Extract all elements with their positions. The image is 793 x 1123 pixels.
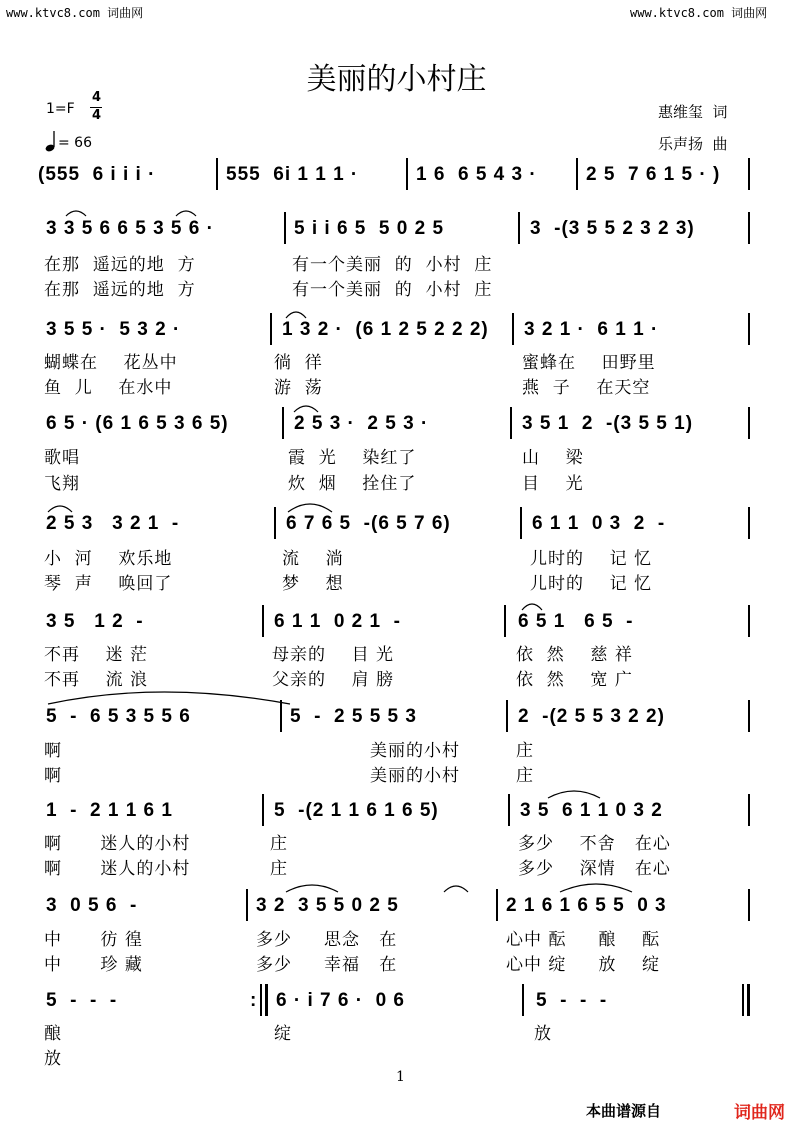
lyric-s9-v2-m3: 心中 绽 放 绽 [506,955,661,975]
site-watermark-right: www.ktvc8.com 词曲网 [630,6,768,20]
notes-s2-m2: 5 i i 6 5 5 0 2 5 [294,218,445,239]
lyric-s10-v1-m2: 绽 [274,1024,292,1044]
lyric-s7-v2-m2: 美丽的小村 [370,766,460,786]
lyric-s5-v2-m1: 琴 声 唤回了 [44,574,173,594]
notes-s1-m4: 2 5 7 6 1 5 · ) [586,164,721,185]
lyric-s5-v1-m3: 儿时的 记 忆 [530,549,653,569]
lyric-s6-v1-m2: 母亲的 目 光 [272,645,395,665]
lyric-s7-v1-m3: 庄 [516,741,534,761]
notes-s5-m2: 6 7 6 5 -(6 5 7 6) [286,513,451,534]
notes-s3-m2: 1 3 2 · (6 1 2 5 2 2 2) [282,319,489,340]
notes-s3-m3: 3 2 1 · 6 1 1 · [524,319,659,340]
lyric-s6-v1-m3: 依 然 慈 祥 [516,645,633,665]
notes-s4-m2: 2 5 3 · 2 5 3 · [294,413,429,434]
notes-s2-m3: 3 -(3 5 5 2 3 2 3) [530,218,695,239]
lyric-s7-v1-m1: 啊 [44,741,62,761]
lyric-s2-v1-m1: 在那 遥远的地 方 [44,255,196,275]
notes-s10-m3: 5 - - - [536,990,608,1011]
notes-s10-m2: 6 · i 7 6 · 0 6 [276,990,405,1011]
notes-s9-m2: 3 2 3 5 5 0 2 5 [256,895,399,916]
lyric-s3-v1-m3: 蜜蜂在 田野里 [522,353,656,373]
lyric-s5-v2-m3: 儿时的 记 忆 [530,574,653,594]
lyric-s10-v2-m1: 放 [44,1049,62,1069]
notes-s6-m3: 6 5 1 6 5 - [518,611,634,632]
lyric-s5-v1-m1: 小 河 欢乐地 [44,549,173,569]
lyric-s4-v1-m2: 霞 光 染红了 [288,448,417,468]
lyric-s6-v1-m1: 不再 迷 茫 [44,645,149,665]
site-logo: 词曲网 [734,1103,785,1123]
lyric-s5-v1-m2: 流 淌 [282,549,344,569]
notes-s4-m1: 6 5 · (6 1 6 5 3 6 5) [46,413,229,434]
lyric-s9-v1-m3: 心中 酝 酿 酝 [506,930,661,950]
notes-s9-m1: 3 0 5 6 - [46,895,138,916]
lyric-s3-v1-m1: 蝴蝶在 花丛中 [44,353,178,373]
lyric-s7-v1-m2: 美丽的小村 [370,741,460,761]
lyric-s8-v1-m1: 啊 迷人的小村 [44,834,191,854]
site-watermark-left: www.ktvc8.com 词曲网 [6,6,144,20]
notes-s1-m1: (555 6 i i i · [38,164,156,185]
time-signature-bottom: 4 [92,108,102,123]
notes-s4-m3: 3 5 1 2 -(3 5 5 1) [522,413,694,434]
composer-credit: 乐声扬 曲 [658,135,728,153]
lyric-s10-v1-m3: 放 [534,1024,552,1044]
lyric-s8-v2-m3: 多少 深情 在心 [518,859,671,879]
song-title: 美丽的小村庄 [306,62,487,97]
lyric-s2-v2-m2: 有一个美丽 的 小村 庄 [292,280,493,300]
lyric-s4-v2-m3: 目 光 [522,474,584,494]
notes-s2-m1: 3 3 5 6 6 5 3 5 6 · [46,218,214,239]
notes-s1-m3: 1 6 6 5 4 3 · [416,164,537,185]
lyric-s6-v2-m1: 不再 流 浪 [44,670,149,690]
lyric-s4-v2-m1: 飞翔 [44,474,80,494]
notes-s6-m2: 6 1 1 0 2 1 - [274,611,401,632]
notes-s5-m1: 2 5 3 3 2 1 - [46,513,180,534]
lyric-s9-v2-m2: 多少 幸福 在 [256,955,398,975]
lyric-s8-v1-m3: 多少 不舍 在心 [518,834,671,854]
lyric-s7-v2-m3: 庄 [516,766,534,786]
lyric-s4-v1-m1: 歌唱 [44,448,80,468]
tempo-marking: = 66 [58,135,92,151]
lyric-s2-v1-m2: 有一个美丽 的 小村 庄 [292,255,493,275]
notes-s7-m1: 5 - 6 5 3 5 5 6 [46,706,191,727]
notes-s8-m2: 5 -(2 1 1 6 1 6 5) [274,800,439,821]
lyric-s7-v2-m1: 啊 [44,766,62,786]
time-signature-top: 4 [92,90,102,105]
lyric-s10-v1-m1: 酿 [44,1024,62,1044]
lyricist-credit: 惠维玺 词 [658,103,728,121]
lyric-s2-v2-m1: 在那 遥远的地 方 [44,280,196,300]
notes-s1-m2: 555 6i 1 1 1 · [226,164,359,185]
page-number: 1 [396,1069,405,1085]
notes-s3-m1: 3 5 5 · 5 3 2 · [46,319,181,340]
notes-s8-m1: 1 - 2 1 1 6 1 [46,800,173,821]
key-signature: 1=F [46,101,75,117]
lyric-s3-v2-m3: 燕 子 在天空 [522,378,651,398]
lyric-s5-v2-m2: 梦 想 [282,574,344,594]
notes-s7-m3: 2 -(2 5 5 3 2 2) [518,706,665,727]
notes-s10-m1: 5 - - - [46,990,118,1011]
notes-s5-m3: 6 1 1 0 3 2 - [532,513,666,534]
lyric-s8-v2-m1: 啊 迷人的小村 [44,859,191,879]
lyric-s8-v1-m2: 庄 [270,834,288,854]
notes-s7-m2: 5 - 2 5 5 5 3 [290,706,417,727]
lyric-s4-v1-m3: 山 梁 [522,448,584,468]
source-credit: 本曲谱源自 [586,1102,662,1120]
lyric-s8-v2-m2: 庄 [270,859,288,879]
lyric-s6-v2-m3: 依 然 宽 广 [516,670,633,690]
lyric-s3-v2-m1: 鱼 儿 在水中 [44,378,173,398]
repeat-sign: : [250,990,258,1011]
notes-s8-m3: 3 5 6 1 1 0 3 2 [520,800,663,821]
lyric-s9-v1-m2: 多少 思念 在 [256,930,398,950]
lyric-s3-v2-m2: 游 荡 [274,378,323,398]
lyric-s3-v1-m2: 徜 徉 [274,353,323,373]
lyric-s9-v1-m1: 中 彷 徨 [44,930,143,950]
lyric-s9-v2-m1: 中 珍 藏 [44,955,143,975]
notes-s6-m1: 3 5 1 2 - [46,611,144,632]
notes-s9-m3: 2 1 6 1 6 5 5 0 3 [506,895,667,916]
lyric-s6-v2-m2: 父亲的 肩 膀 [272,670,395,690]
lyric-s4-v2-m2: 炊 烟 拴住了 [288,474,417,494]
